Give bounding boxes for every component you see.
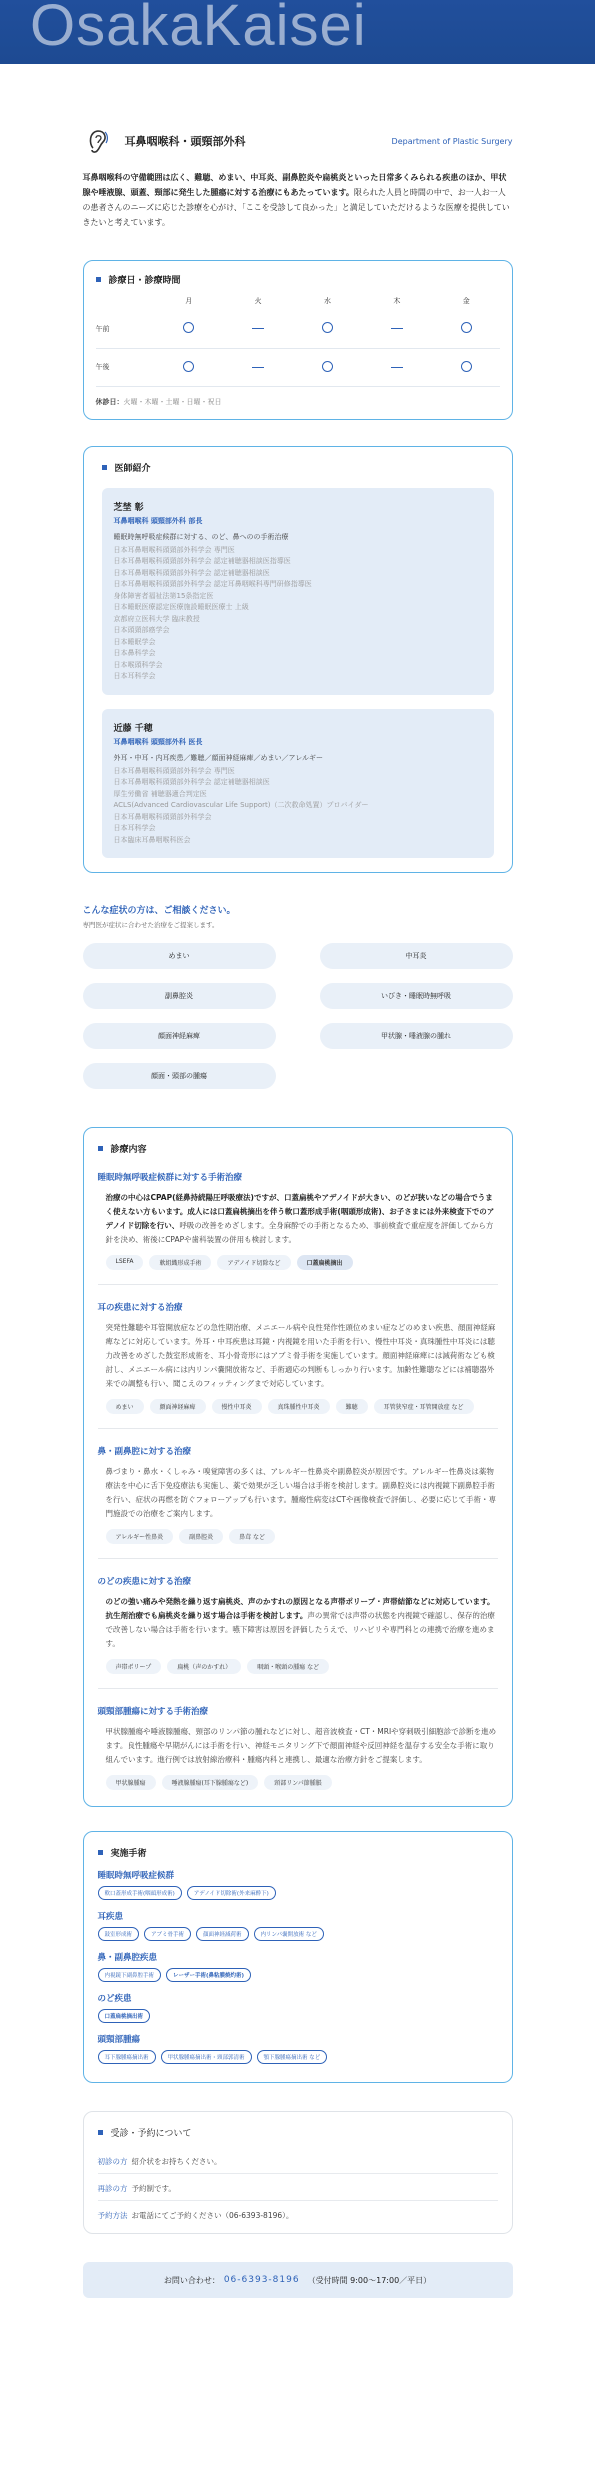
surgeries-title <box>98 1846 498 1859</box>
doctor-qualification-list <box>114 545 482 683</box>
doctor-qualification: 日本耳鼻咽喉科頭頸部外科学会 専門医 <box>113 766 235 775</box>
surgery-tag: アブミ骨手術 <box>144 1927 191 1941</box>
surgery-tag: 内視鏡下副鼻腔手術 <box>98 1968 162 1982</box>
contact-bar <box>83 2262 513 2298</box>
day-wed: 水 <box>323 297 331 305</box>
doctor-qualification: 京都府立医科大学 臨床教授 <box>113 614 200 623</box>
contact-hours: （受付時間 9:00〜17:00／平日） <box>307 2275 432 2285</box>
reservation-text: 紹介状をお持ちください。 <box>131 2157 222 2166</box>
department-title: 耳鼻咽喉科・頭頸部外科 <box>124 135 246 148</box>
hero-banner <box>0 0 595 64</box>
doctor-qualification: 身体障害者福祉法第15条指定医 <box>113 591 214 600</box>
department-header <box>83 126 513 156</box>
square-bullet-icon <box>98 1850 103 1855</box>
reservation-rows <box>98 2147 498 2227</box>
doctor-qualification: 厚生労働省 補聴器適合判定医 <box>113 789 207 798</box>
day-tue: 火 <box>254 297 262 305</box>
row-label-am: 午前 <box>96 310 156 348</box>
treatment-description <box>98 1725 498 1767</box>
cell-tue-am <box>222 310 294 348</box>
bottom-spacer <box>83 2298 513 2328</box>
cell-wed-pm <box>294 348 360 386</box>
doctor-qualification: 日本臨床耳鼻咽喉科医会 <box>113 835 191 844</box>
schedule-panel <box>83 260 513 420</box>
treatment-tag: アレルギー性鼻炎 <box>106 1529 174 1544</box>
treatment-tag: 扁桃（声のかすれ） <box>167 1659 241 1674</box>
doctor-name: 近藤 千穂 <box>113 723 153 734</box>
treatment-tag-list <box>98 1659 498 1674</box>
day-fri: 金 <box>462 297 470 305</box>
treatment-description <box>98 1595 498 1651</box>
cell-thu-am <box>361 310 433 348</box>
section-divider <box>98 1428 498 1429</box>
doctor-qualification: ACLS(Advanced Cardiovascular Life Support)（二次救命処置）プロバイダー <box>113 801 369 809</box>
treatment-description-bold: のどの強い痛みや発熱を繰り返す扁桃炎、声のかすれの原因となる声帯ポリープ・声帯結節などに対応しています。抗生剤治療でも扁桃炎を繰り返す場合は手術を検討します。 <box>105 1597 495 1620</box>
treatment-tag: アデノイド切除など <box>217 1255 290 1270</box>
surgery-tag: レーザー手術(鼻粘膜焼灼術) <box>166 1968 251 1982</box>
treatment-tag: 慢性中耳炎 <box>212 1399 262 1414</box>
cell-wed-am <box>294 310 360 348</box>
cell-tue-pm <box>222 348 294 386</box>
section-divider <box>98 1558 498 1559</box>
doctor-card <box>102 709 494 859</box>
treatment-tag: 甲状腺腫瘍 <box>106 1775 156 1790</box>
surgery-tag: 甲状腺腫瘍摘出術・頸部郭清術 <box>161 2050 252 2064</box>
schedule-title-text: 診療日・診療時間 <box>108 276 181 286</box>
ear-icon <box>83 126 113 156</box>
day-mon: 月 <box>185 297 193 305</box>
treatment-description-bold: 治療の中心はCPAP(経鼻持続陽圧呼吸療法)ですが、口蓋扁桃やアデノイドが大きい、のどが狭いなどの場合でうまく使えない方もいます。成人には口蓋扁桃摘出を伴う軟口蓋形成手術(咽頭形成術)、お子さまには外来検査下でのアデノイド切除を行い、 <box>105 1193 495 1230</box>
reservation-title-text: 受診・予約について <box>110 2129 192 2139</box>
surgeries-title-text: 実施手術 <box>110 1849 147 1859</box>
open-circle-icon <box>183 322 194 333</box>
symptom-pill[interactable]: めまい <box>83 943 276 969</box>
surgery-group-heading: 耳疾患 <box>97 1912 124 1922</box>
surgery-tag: 口蓋扁桃摘出術 <box>98 2009 151 2023</box>
square-bullet-icon <box>98 2130 103 2135</box>
treatment-tag: 難聴 <box>336 1399 368 1414</box>
main-content <box>83 126 513 2328</box>
doctor-qualification: 日本鼻科学会 <box>113 649 156 657</box>
surgery-tag-list <box>98 1927 498 1941</box>
surgery-tag: 耳下腺腫瘍摘出術 <box>98 2050 156 2064</box>
doctor-specialty: 睡眠時無呼吸症候群に対する、のど、鼻へのの手術治療 <box>113 532 289 541</box>
doctor-qualification: 日本耳鼻咽喉科頭頸部外科学会 認定補聴器相談医 <box>113 778 270 786</box>
treatment-description-text: 突発性難聴や耳管開放症などの急性期治療、メニエール病や良性発作性頭位めまい症などのめまい疾患、顔面神経麻痺などに対応しています。外耳・中耳疾患は耳鏡・内視鏡を用いた手術を行い、慢性中耳炎・真珠腫性中耳炎には聴力改善をめざした鼓室形成術を、耳小骨奇形にはアブミ骨手術を実施しています。顔面神経麻痺には減荷術なども検討し、メニエール病には内リンパ嚢開放術など、手術適応の判断もしっかり行います。加齢性難聴などには補聴器外来での調整も行い、聞こえのフィッティングまで対応しています。 <box>105 1323 496 1388</box>
reservation-label: 初診の方 <box>97 2157 128 2166</box>
cell-fri-pm <box>433 348 499 386</box>
reservation-label: 再診の方 <box>97 2184 128 2193</box>
section-divider <box>98 1284 498 1285</box>
reservation-row-first <box>98 2147 498 2174</box>
treatment-description-text: 甲状腺腫瘍や唾液腺腫瘍、頸部のリンパ節の腫れなどに対し、超音波検査・CT・MRIや穿刺吸引細胞診で診断を進めます。良性腫瘍や早期がんには手術を行い、神経モニタリング下で顔面神経や反回神経を温存する安全な手術に取り組んでいます。進行例では放射線治療科・腫瘍内科と連携し、最適な治療方針をご提案します。 <box>105 1727 497 1764</box>
treatment-tag-list <box>98 1775 498 1790</box>
surgery-list <box>98 1869 498 2064</box>
surgery-tag-list <box>98 2009 498 2023</box>
treatment-tag: めまい <box>106 1399 144 1414</box>
open-circle-icon <box>183 361 194 372</box>
surgery-group-heading: のど疾患 <box>97 1994 132 2004</box>
treatment-title-text: 診療内容 <box>110 1145 147 1155</box>
reservation-panel <box>83 2111 513 2234</box>
treatment-heading: 頭頸部腫瘍に対する手術治療 <box>97 1707 209 1717</box>
symptom-pill[interactable]: 顔面神経麻痺 <box>83 1023 276 1049</box>
treatment-tag: 耳管狭窄症・耳管開放症 など <box>374 1399 474 1414</box>
surgery-tag-list <box>98 1886 498 1900</box>
treatment-tag: LSEFA <box>106 1255 144 1270</box>
doctor-qualification: 日本睡眠学会 <box>113 637 156 646</box>
doctor-card <box>102 488 494 695</box>
treatment-description <box>98 1191 498 1247</box>
treatment-description <box>98 1321 498 1391</box>
doctor-qualification: 日本耳鼻咽喉科頭頸部外科学会 専門医 <box>113 545 235 554</box>
day-thu: 木 <box>393 297 401 305</box>
treatment-tag: 頸部リンパ節腫脹 <box>264 1775 332 1790</box>
contact-label: お問い合わせ： <box>163 2275 220 2285</box>
surgery-tag: 顔面神経減荷術 <box>196 1927 249 1941</box>
treatment-description-text: 鼻づまり・鼻水・くしゃみ・嗅覚障害の多くは、アレルギー性鼻炎や副鼻腔炎が原因です。アレルギー性鼻炎は薬物療法を中心に舌下免疫療法も実施し、薬で効果が乏しい場合は手術を検討します。副鼻腔炎には内視鏡下副鼻腔手術を行い、症状の再燃を防ぐフォローアップも行います。腫瘍性病変はCTや画像検査で評価し、必要に応じて手術・専門施設での治療をご案内します。 <box>105 1467 496 1518</box>
intro-normal: 限られた人員と時間の中で、お一人お一人の患者さんのニーズに応じた診療を心がけ、「ここを受診して良かった」と満足していただけるような医療を提供していきたいと考えています。 <box>82 188 510 227</box>
closed-dash-icon <box>391 328 403 329</box>
treatment-title <box>98 1142 498 1155</box>
schedule-row-am <box>96 310 500 348</box>
treatment-tag: 顔面神経麻痺 <box>150 1399 206 1414</box>
surgery-group-heading: 睡眠時無呼吸症候群 <box>97 1871 175 1881</box>
square-bullet-icon <box>102 465 107 470</box>
symptom-pill[interactable]: 顔面・頭部の腫瘍 <box>83 1063 276 1089</box>
treatment-tag: 咽頭・喉頭の腫瘍 など <box>247 1659 329 1674</box>
square-bullet-icon <box>98 1146 103 1151</box>
doctor-qualification: 日本睡眠医療認定医療施設睡眠医療士 上級 <box>113 603 249 611</box>
schedule-row-pm <box>96 348 500 386</box>
doctors-title <box>102 461 494 474</box>
treatment-tag-list <box>98 1399 498 1414</box>
cell-mon-pm <box>156 348 222 386</box>
surgery-tag-list <box>98 2050 498 2064</box>
treatment-heading: のどの疾患に対する治療 <box>97 1577 192 1587</box>
department-intro <box>83 170 513 230</box>
surgery-tag: アデノイド切除術(外来麻酔下) <box>187 1886 276 1900</box>
doctor-qualification: 日本耳鼻咽喉科頭頸部外科学会 認定補聴器相談医指導医 <box>113 557 291 565</box>
treatment-tag: 軟組織形成手術 <box>149 1255 211 1270</box>
treatment-tag: 真珠腫性中耳炎 <box>268 1399 330 1414</box>
open-circle-icon <box>322 361 333 372</box>
schedule-table <box>96 292 500 387</box>
doctors-panel <box>83 446 513 874</box>
treatment-heading: 耳の疾患に対する治療 <box>97 1303 183 1313</box>
treatment-tag: 唾液腺腫瘍(耳下腺腫瘍など) <box>162 1775 259 1790</box>
doctor-qualification: 日本耳科学会 <box>113 672 156 680</box>
closed-dash-icon <box>252 328 264 329</box>
treatment-tag: 声帯ポリープ <box>106 1659 162 1674</box>
doctor-qualification: 日本耳鼻咽喉科頭頸部外科学会 認定耳鼻咽喉科専門研修指導医 <box>113 580 312 588</box>
open-circle-icon <box>322 322 333 333</box>
schedule-title <box>96 273 500 286</box>
treatment-tag: 鼻茸 など <box>229 1529 275 1544</box>
symptom-pill-grid <box>83 943 513 1089</box>
treatment-description <box>98 1465 498 1521</box>
treatment-heading: 睡眠時無呼吸症候群に対する手術治療 <box>97 1173 243 1183</box>
treatment-tag-list <box>98 1255 498 1270</box>
doctor-qualification: 日本耳鼻咽喉科頭頸部外科学会 <box>113 812 212 821</box>
reservation-row-return <box>98 2174 498 2201</box>
doctor-qualification: 日本耳科学会 <box>113 824 156 832</box>
square-bullet-icon <box>96 277 101 282</box>
treatment-heading: 鼻・副鼻腔に対する治療 <box>97 1447 192 1457</box>
schedule-corner <box>96 292 156 310</box>
doctor-qualification: 日本耳鼻咽喉科頭頸部外科学会 認定補聴器相談医 <box>113 568 270 577</box>
holiday-label: 休診日： <box>95 397 124 406</box>
treatment-tag: 口蓋扁桃摘出 <box>297 1255 353 1270</box>
treatment-tag-list <box>98 1529 498 1544</box>
reservation-row-method <box>98 2201 498 2227</box>
doctor-qualification-list <box>114 766 482 847</box>
closed-dash-icon <box>252 367 264 368</box>
contact-phone-link[interactable]: 06-6393-8196 <box>223 2275 300 2285</box>
section-divider <box>98 1688 498 1689</box>
surgery-tag: 顎下腺腫瘍摘出術 など <box>257 2050 328 2064</box>
holiday-value: 火曜・木曜・土曜・日曜・祝日 <box>123 397 222 406</box>
surgery-tag-list <box>98 1968 498 1982</box>
surgery-group-heading: 頭頸部腫瘍 <box>97 2035 141 2045</box>
symptoms-subtitle: 専門医が症状に合わせた治療をご提案します。 <box>82 921 219 929</box>
intro-bold: 耳鼻咽喉科の守備範囲は広く、難聴、めまい、中耳炎、副鼻腔炎や扁桃炎といった日常多くみられる疾患のほか、甲状腺や唾液腺、頭蓋、頸部に発生した腫瘍に対する治療にもあたっています。 <box>82 173 507 197</box>
surgery-tag: 鼓室形成術 <box>98 1927 140 1941</box>
treatment-description-text: 呼吸の改善をめざします。全身麻酔での手術となるため、事前検査で重症度を評価してから方針を決め、術後にCPAPや歯科装置の併用も検討します。 <box>105 1221 494 1244</box>
holiday-note <box>96 397 500 407</box>
symptom-pill[interactable]: 甲状腺・唾液腺の腫れ <box>320 1023 513 1049</box>
treatment-tag: 副鼻腔炎 <box>179 1529 223 1544</box>
symptom-pill[interactable]: 中耳炎 <box>320 943 513 969</box>
reservation-label: 予約方法 <box>97 2211 128 2220</box>
doctor-list <box>102 488 494 859</box>
surgery-tag: 軟口蓋形成手術(咽頭形成術) <box>98 1886 182 1900</box>
doctor-role: 耳鼻咽喉科 頭頸部外科 部長 <box>113 516 203 525</box>
row-label-pm: 午後 <box>96 348 156 386</box>
doctor-specialty: 外耳・中耳・内耳疾患／難聴／顔面神経麻痺／めまい／アレルギー <box>113 753 324 762</box>
reservation-text: お電話にてご予約ください（06-6393-8196）。 <box>131 2211 294 2220</box>
reservation-text: 予約制です。 <box>131 2184 176 2193</box>
cell-thu-pm <box>361 348 433 386</box>
surgery-group-heading: 鼻・副鼻腔疾患 <box>97 1953 158 1963</box>
department-english-title: Department of Plastic Surgery <box>391 136 513 146</box>
symptom-pill[interactable]: いびき・睡眠時無呼吸 <box>320 983 513 1009</box>
treatment-list <box>98 1171 498 1790</box>
closed-dash-icon <box>391 367 403 368</box>
doctors-title-text: 医師紹介 <box>114 463 151 474</box>
hero-brand: OsakaKaisei <box>30 0 367 58</box>
surgeries-panel <box>83 1831 513 2083</box>
treatment-panel <box>83 1127 513 1807</box>
schedule-header-row <box>96 292 500 310</box>
open-circle-icon <box>461 361 472 372</box>
treatment-description-text: 声の異常では声帯の状態を内視鏡で確認し、保存的治療で改善しない場合は手術を行います。嚥下障害は原因を評価したうえで、リハビリや専門科との連携で治療を進めます。 <box>105 1611 495 1648</box>
cell-mon-am <box>156 310 222 348</box>
symptoms-title: こんな症状の方は、ご相談ください。 <box>82 906 236 916</box>
symptoms-section <box>83 903 513 1089</box>
reservation-title <box>98 2126 498 2139</box>
doctor-qualification: 日本頭頸部癌学会 <box>113 626 170 634</box>
symptom-pill[interactable]: 副鼻腔炎 <box>83 983 276 1009</box>
open-circle-icon <box>461 322 472 333</box>
doctor-name: 芝埜 彰 <box>113 502 144 513</box>
cell-fri-am <box>433 310 499 348</box>
doctor-qualification: 日本喉頭科学会 <box>113 660 163 669</box>
doctor-role: 耳鼻咽喉科 頭頸部外科 医長 <box>113 737 203 746</box>
surgery-tag: 内リンパ嚢開放術 など <box>254 1927 324 1941</box>
